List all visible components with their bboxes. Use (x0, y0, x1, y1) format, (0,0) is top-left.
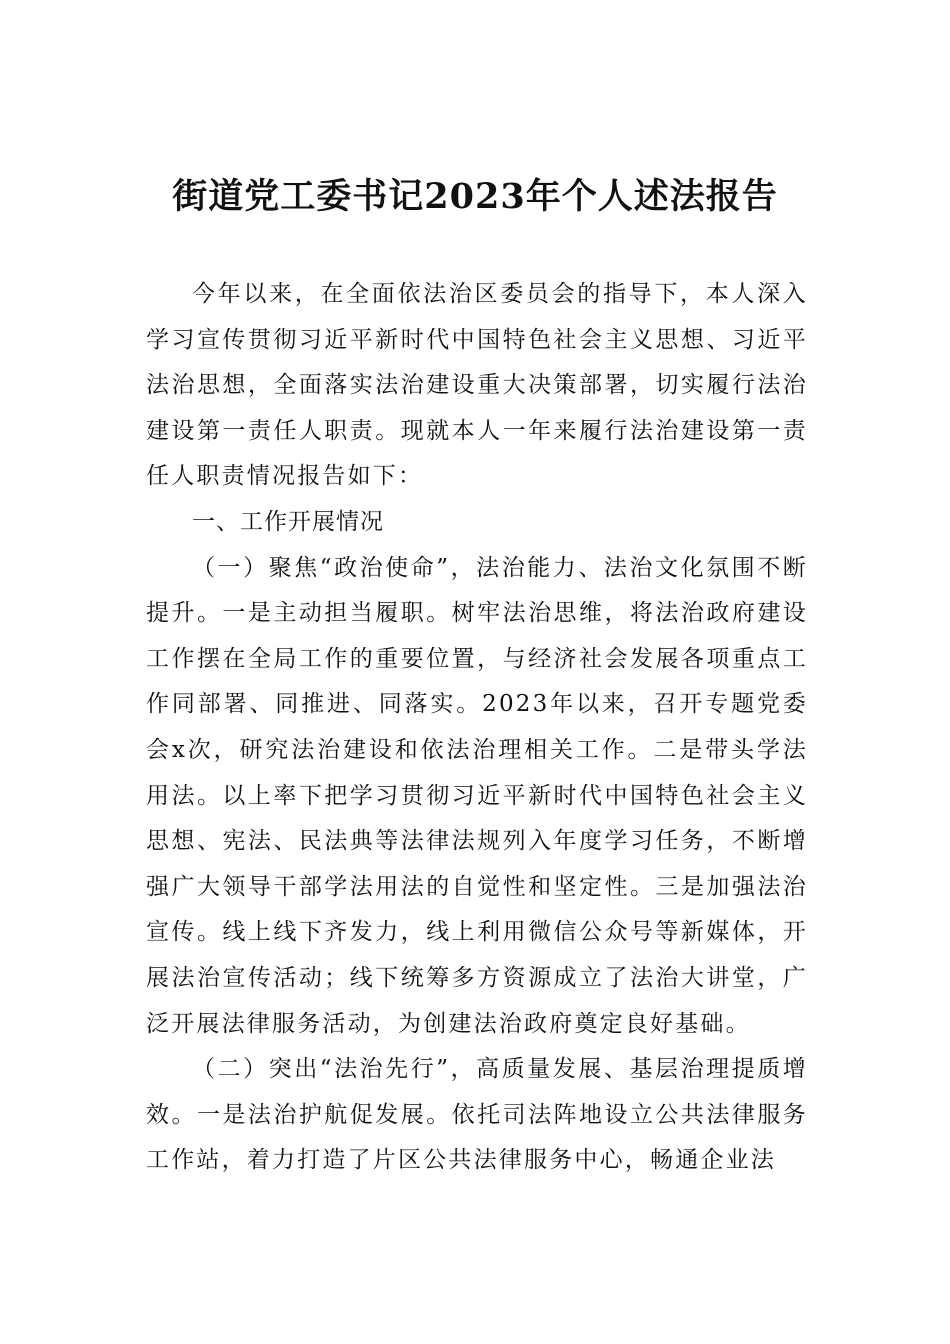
document-body (146, 272, 808, 1184)
document-title: 街道党工委书记2023年个人述法报告 (172, 176, 778, 217)
section-heading-work: 一、工作开展情况 (192, 508, 384, 535)
intro-paragraph: 今年以来，在全面依法治区委员会的指导下，本人深入学习宣传贯彻习近平新时代中国特色社会主义思想、习近平法治思想，全面落实法治建设重大决策部署，切实履行法治建设第一责任人职责。现就本人一年来履行法治建设第一责任人职责情况报告如下： (146, 281, 808, 490)
paragraph-rule-of-law-first: （二）突出“法治先行”，高质量发展、基层治理提质增效。一是法治护航促发展。依托司法阵地设立公共法律服务工作站，着力打造了片区公共法律服务中心，畅通企业法 (146, 1056, 808, 1174)
paragraph-political-mission: （一）聚焦“政治使命”，法治能力、法治文化氛围不断提升。一是主动担当履职。树牢法治思维，将法治政府建设工作摆在全局工作的重要位置，与经济社会发展各项重点工作同部署、同推进、同落实。2023年以来，召开专题党委会x次，研究法治建设和依法治理相关工作。二是带头学法用法。以上率下把学习贯彻习近平新时代中国特色社会主义思想、宪法、民法典等法律法规列入年度学习任务，不断增强广大领导干部学法用法的自觉性和坚定性。三是加强法治宣传。线上线下齐发力，线上利用微信公众号等新媒体，开展法治宣传活动；线下统筹多方资源成立了法治大讲堂，广泛开展法律服务活动，为创建法治政府奠定良好基础。 (146, 554, 808, 1037)
